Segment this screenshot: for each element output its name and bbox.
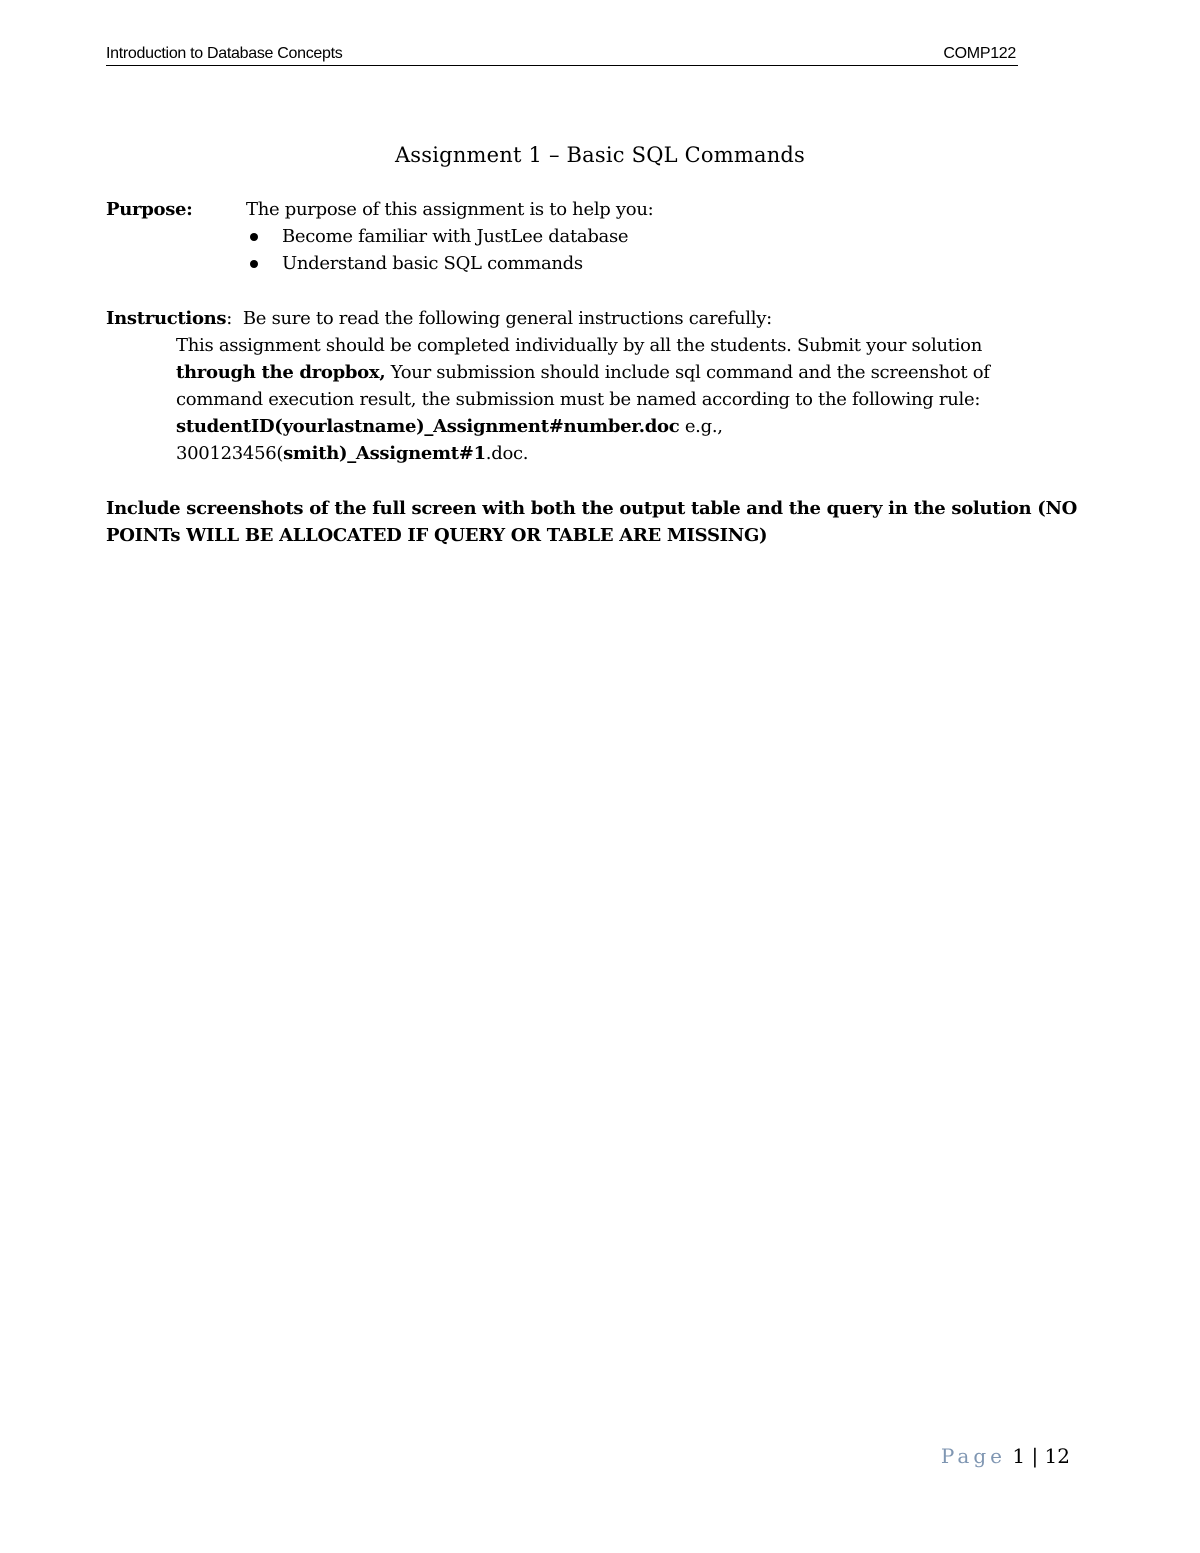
instructions-intro: Be sure to read the following general instructions carefully: — [242, 308, 772, 329]
bullet-icon — [250, 233, 258, 241]
purpose-list-item — [246, 250, 628, 277]
example-suffix: .doc. — [485, 443, 529, 464]
instructions-line2-text: Your submission should include sql command and the screenshot of — [385, 362, 990, 383]
instructions-line — [176, 413, 990, 440]
purpose-intro: The purpose of this assignment is to help you: — [246, 199, 654, 220]
screenshot-warning: Include screenshots of the full screen with both the output table and the query in the solution (NO POINTs WILL BE ALLOCATED IF QUERY OR TABLE ARE MISSING) — [106, 498, 1078, 546]
instructions-line — [176, 386, 990, 413]
instructions-line — [176, 440, 990, 467]
course-code: COMP122 — [943, 45, 1016, 62]
page-footer — [941, 1444, 1070, 1468]
page-header — [106, 45, 1018, 66]
purpose-list-item — [246, 223, 628, 250]
page-separator: | — [1031, 1444, 1039, 1468]
naming-rule-suffix: e.g., — [679, 416, 723, 437]
bullet-icon — [250, 260, 258, 268]
page-word: Page — [940, 1444, 1006, 1468]
naming-rule: studentID(yourlastname)_Assignment#number.doc — [176, 416, 680, 437]
instructions-line — [176, 332, 990, 359]
instructions-line — [176, 359, 990, 386]
purpose-item-text: Become familiar with JustLee database — [282, 226, 629, 247]
purpose-item-text: Understand basic SQL commands — [282, 253, 583, 274]
instructions-heading — [106, 305, 772, 332]
course-name: Introduction to Database Concepts — [106, 45, 343, 62]
example-bold: smith)_Assignemt#1 — [283, 443, 486, 464]
purpose-label: Purpose: — [106, 199, 193, 220]
dropbox-emphasis: through the dropbox, — [176, 362, 386, 383]
instructions-colon: : — [226, 308, 233, 329]
total-pages: 12 — [1044, 1444, 1070, 1468]
instructions-body — [176, 332, 990, 467]
purpose-list — [246, 223, 628, 277]
example-prefix: 300123456( — [176, 443, 284, 464]
instructions-line3-text: command execution result, the submission must be named according to the following rule: — [176, 389, 981, 410]
page-number: 1 — [1012, 1444, 1026, 1468]
instructions-line1-text: This assignment should be completed individually by all the students. Submit your solution — [176, 335, 982, 356]
instructions-label: Instructions — [106, 308, 227, 329]
assignment-title: Assignment 1 – Basic SQL Commands — [394, 143, 806, 167]
